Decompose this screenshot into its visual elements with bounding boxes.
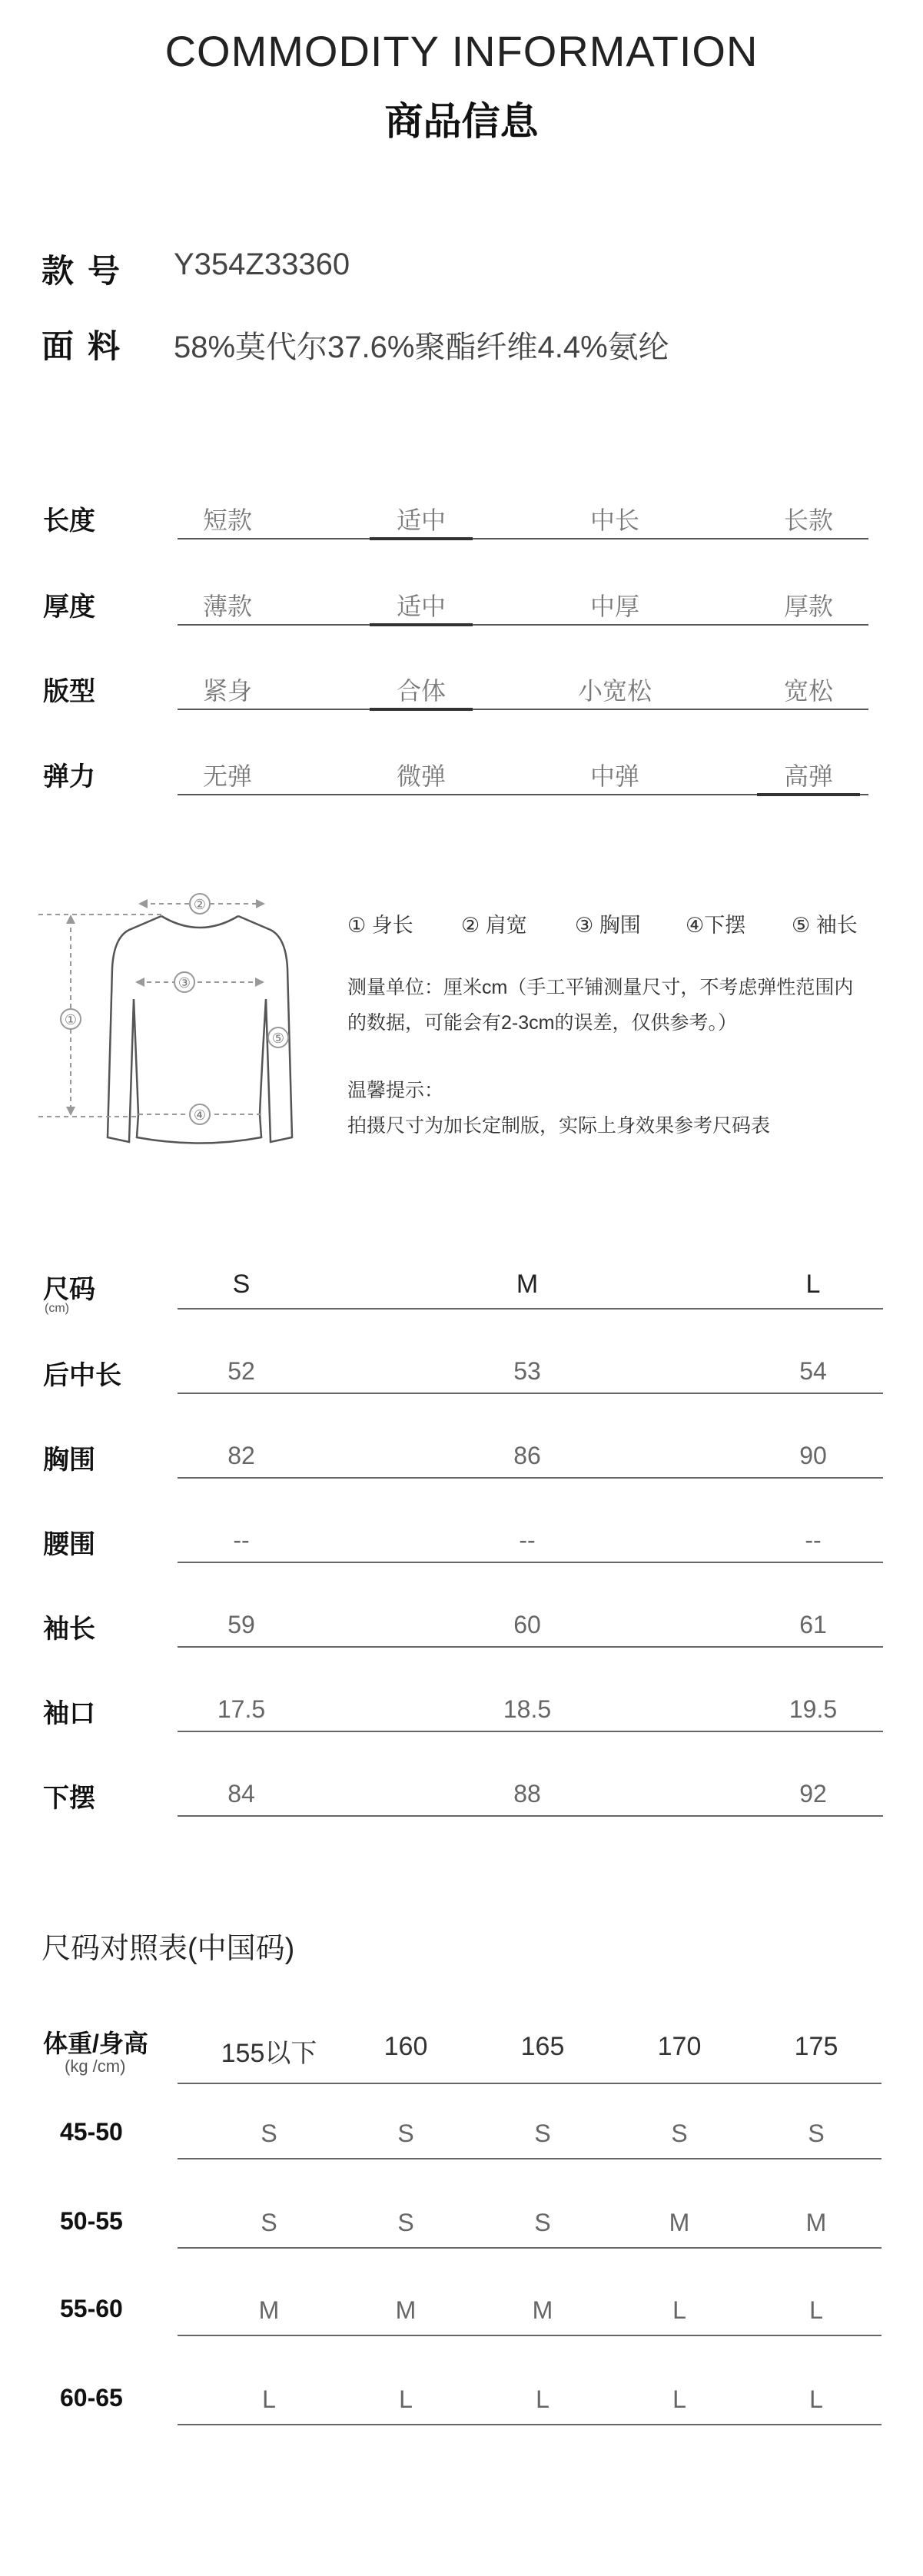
size-table-divider — [178, 1393, 883, 1394]
attribute-option: 宽松 — [783, 677, 833, 705]
reference-cell: L — [672, 2385, 686, 2413]
attribute-selected-indicator — [370, 537, 473, 540]
reference-cell: M — [805, 2209, 827, 2236]
reference-table-divider — [178, 2335, 881, 2336]
weight-row-label: 50-55 — [60, 2207, 123, 2235]
reference-cell: L — [672, 2296, 686, 2324]
size-cell: -- — [519, 1526, 536, 1554]
attribute-scale-line — [178, 538, 868, 539]
attribute-option: 长款 — [783, 506, 833, 534]
reference-cell: S — [808, 2120, 825, 2147]
size-row-label: 后中长 — [43, 1361, 121, 1390]
size-cell: 52 — [227, 1357, 255, 1385]
garment-measurement-diagram — [38, 884, 330, 1168]
marker-1: ① — [64, 1012, 78, 1028]
reference-cell: M — [669, 2209, 690, 2236]
height-column-header: 155以下 — [221, 2039, 317, 2068]
size-row-label: 腰围 — [43, 1530, 95, 1559]
legend-length: ① 身长 — [347, 914, 413, 937]
attribute-option: 无弹 — [202, 762, 252, 790]
reference-cell: L — [809, 2385, 823, 2413]
attribute-option: 中弹 — [589, 762, 639, 790]
size-cell: 19.5 — [789, 1695, 838, 1723]
attribute-label: 版型 — [43, 677, 95, 706]
tip-text: 拍摄尺寸为加长定制版，实际上身效果参考尺码表 — [347, 1115, 771, 1137]
size-table-divider — [178, 1308, 883, 1310]
title-chinese: 商品信息 — [384, 100, 539, 143]
reference-cell: S — [261, 2209, 277, 2236]
reference-cell: M — [258, 2296, 280, 2324]
size-cell: 92 — [799, 1780, 827, 1808]
size-cell: -- — [805, 1526, 822, 1554]
size-row-label: 下摆 — [43, 1784, 95, 1813]
measurement-note-line2: 的数据，可能会有2-3cm的误差，仅供参考。） — [347, 1012, 737, 1034]
size-column-header: L — [805, 1270, 821, 1299]
attribute-option: 厚款 — [783, 593, 833, 620]
size-table-divider — [178, 1477, 883, 1479]
attribute-label: 长度 — [43, 506, 95, 536]
size-row-label: 袖口 — [43, 1699, 95, 1728]
size-table-divider — [178, 1562, 883, 1563]
reference-cell: L — [809, 2296, 823, 2324]
size-cell: 88 — [513, 1780, 541, 1808]
marker-3: ③ — [178, 975, 191, 991]
reference-cell: L — [399, 2385, 413, 2413]
size-column-header: M — [516, 1270, 539, 1299]
attribute-option: 高弹 — [783, 762, 833, 790]
size-cell: -- — [233, 1526, 250, 1554]
reference-cell: M — [395, 2296, 417, 2324]
marker-5: ⑤ — [271, 1031, 285, 1047]
legend-shoulder: ② 肩宽 — [461, 914, 527, 937]
reference-table-divider — [178, 2083, 881, 2084]
size-cell: 90 — [799, 1442, 827, 1469]
size-column-header: S — [232, 1270, 251, 1299]
attribute-option: 中厚 — [589, 593, 639, 620]
attribute-selected-indicator — [757, 793, 860, 796]
size-cell: 86 — [513, 1442, 541, 1469]
size-cell: 54 — [799, 1357, 827, 1385]
height-column-header: 160 — [383, 2032, 428, 2061]
weight-row-label: 45-50 — [60, 2118, 123, 2146]
title-english: COMMODITY INFORMATION — [164, 27, 759, 75]
attribute-option: 小宽松 — [577, 677, 652, 705]
attribute-scale-line — [178, 624, 868, 626]
size-cell: 60 — [513, 1611, 541, 1638]
tip-title: 温馨提示： — [347, 1080, 444, 1101]
attribute-option: 微弹 — [396, 762, 446, 790]
style-number-label: 款号 — [42, 253, 134, 289]
weight-row-label: 60-65 — [60, 2384, 123, 2412]
size-cell: 17.5 — [217, 1695, 266, 1723]
size-cell: 82 — [227, 1442, 255, 1469]
legend-sleeve: ⑤ 袖长 — [792, 914, 858, 937]
height-column-header: 175 — [794, 2032, 838, 2061]
reference-header-label: 体重/身高 — [43, 2030, 148, 2057]
attribute-selected-indicator — [370, 708, 473, 711]
attribute-option: 适中 — [396, 506, 446, 534]
reference-cell: L — [536, 2385, 549, 2413]
size-table-divider — [178, 1815, 883, 1817]
size-table-unit: (cm) — [45, 1302, 69, 1315]
reference-cell: L — [262, 2385, 276, 2413]
reference-table-divider — [178, 2424, 881, 2425]
attribute-label: 厚度 — [43, 593, 95, 622]
neckline-shape — [161, 916, 238, 928]
reference-cell: S — [534, 2209, 551, 2236]
size-row-label: 胸围 — [43, 1446, 95, 1475]
size-table-divider — [178, 1731, 883, 1732]
height-column-header: 165 — [520, 2032, 565, 2061]
reference-table-title: 尺码对照表(中国码) — [42, 1933, 295, 1965]
attribute-label: 弹力 — [43, 762, 95, 792]
attribute-option: 适中 — [396, 593, 446, 620]
measurement-note-line1: 测量单位：厘米cm（手工平铺测量尺寸，不考虑弹性范围内 — [347, 977, 854, 998]
size-cell: 84 — [227, 1780, 255, 1808]
reference-cell: M — [532, 2296, 553, 2324]
reference-cell: S — [261, 2120, 277, 2147]
attribute-option: 短款 — [202, 506, 252, 534]
reference-cell: S — [534, 2120, 551, 2147]
legend-chest: ③ 胸围 — [575, 914, 641, 937]
fabric-value: 58%莫代尔37.6%聚酯纤维4.4%氨纶 — [174, 330, 669, 364]
attribute-option: 薄款 — [202, 593, 252, 620]
reference-cell: S — [397, 2120, 414, 2147]
reference-table-divider — [178, 2158, 881, 2159]
size-row-label: 袖长 — [43, 1615, 95, 1644]
attribute-selected-indicator — [370, 623, 473, 626]
size-cell: 53 — [513, 1357, 541, 1385]
attribute-option: 合体 — [396, 677, 446, 705]
height-column-header: 170 — [657, 2032, 702, 2061]
reference-header-unit: (kg /cm) — [65, 2056, 126, 2076]
style-number-value: Y354Z33360 — [174, 247, 350, 281]
legend-hem: ④下摆 — [686, 914, 746, 937]
marker-4: ④ — [193, 1107, 207, 1124]
fabric-label: 面料 — [42, 328, 134, 364]
reference-cell: S — [671, 2120, 688, 2147]
attribute-option: 紧身 — [202, 677, 252, 705]
size-cell: 61 — [799, 1611, 827, 1638]
attribute-scale-line — [178, 709, 868, 710]
marker-2: ② — [193, 897, 207, 913]
reference-table-divider — [178, 2247, 881, 2249]
size-cell: 18.5 — [503, 1695, 552, 1723]
size-cell: 59 — [227, 1611, 255, 1638]
reference-cell: S — [397, 2209, 414, 2236]
weight-row-label: 55-60 — [60, 2295, 123, 2322]
size-table-header-label: 尺码 — [43, 1275, 95, 1304]
attribute-option: 中长 — [589, 506, 639, 534]
size-table-divider — [178, 1646, 883, 1648]
